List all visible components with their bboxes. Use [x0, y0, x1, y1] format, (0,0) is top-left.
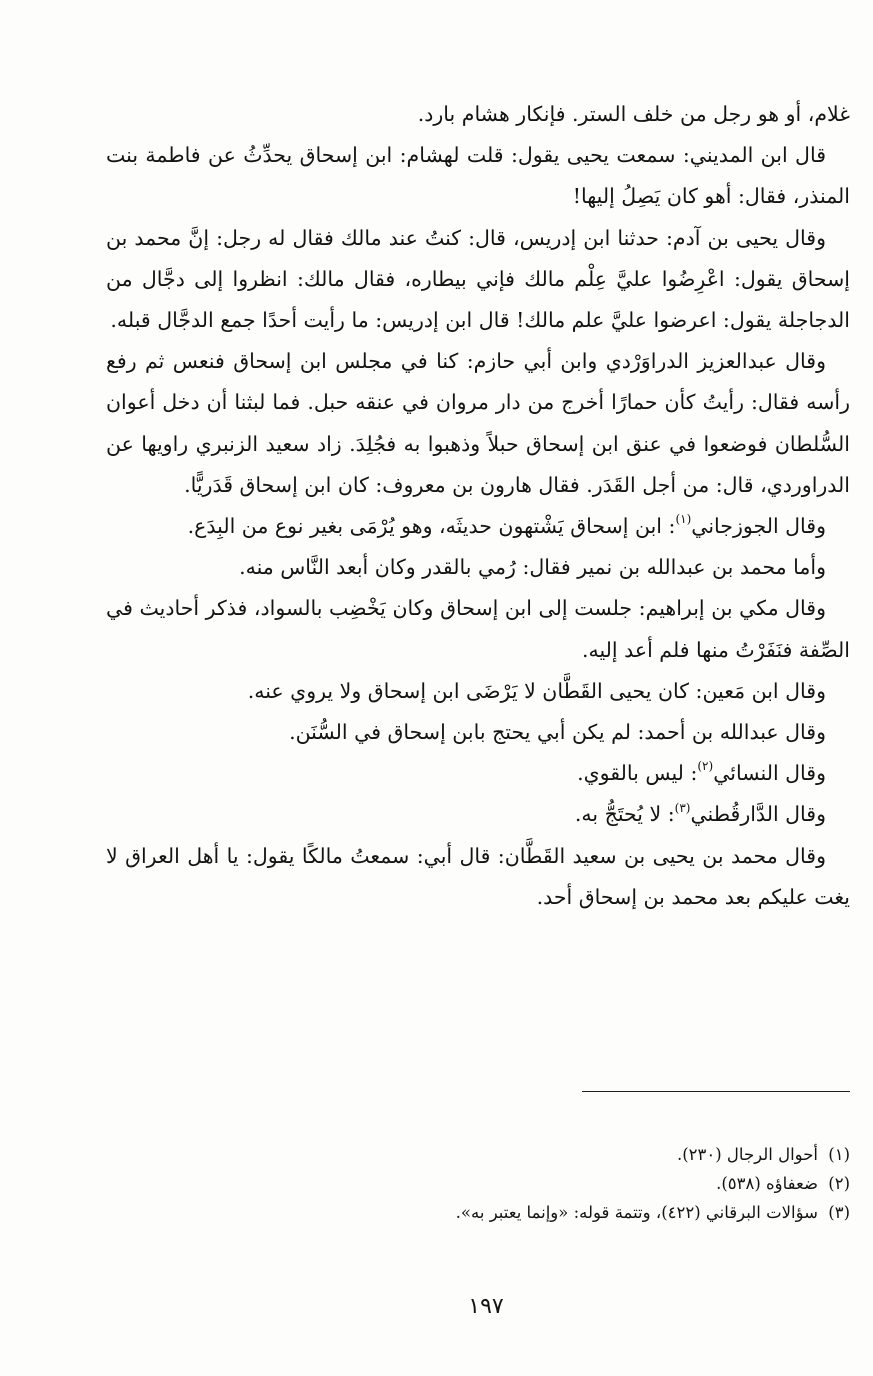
paragraph-3: وقال يحيى بن آدم: حدثنا ابن إدريس، قال: كنتُ عند مالك فقال له رجل: إنَّ محمد بن إسحاق يقول: اعْرِضُوا عليَّ عِلْم مالك فإني بيطاره، فقال مالك: انظروا إلى دجَّال من الدجاجلة يقول: اعرضوا عليَّ علم مالك! قال ابن إدريس: ما رأيت أحدًا جمع الدجَّال قبله.: [106, 225, 850, 333]
paragraph-9: وقال عبدالله بن أحمد: لم يكن أبي يحتج بابن إسحاق في السُّنَن.: [289, 720, 826, 745]
footnote-2: [300, 1169, 850, 1198]
paragraph-11: وقال الدَّارقُطني$^{(٣)}$: لا يُحتَجُّ به.: [574, 800, 826, 827]
paragraph-6: وأما محمد بن عبدالله بن نمير فقال: رُمي بالقدر وكان أبعد النَّاس منه.: [239, 555, 826, 580]
paragraph-10: وقال النسائي$^{(٢)}$: ليس بالقوي.: [577, 759, 826, 786]
footnote-number: (١): [828, 1145, 850, 1164]
paragraph-8: وقال ابن مَعين: كان يحيى القَطَّان لا يَرْضَى ابن إسحاق ولا يروي عنه.: [247, 678, 826, 703]
footnote-marker-2: (٢): [697, 759, 714, 774]
footnotes: [300, 1140, 850, 1227]
page-number: ١٩٧: [468, 1294, 504, 1319]
paragraph-1: غلام، أو هو رجل من خلف الستر. فإنكار هشام بارد.: [417, 102, 850, 126]
paragraph-4: وقال عبدالعزيز الدراوَرْدي وابن أبي حازم: كنا في مجلس ابن إسحاق فنعس ثم رفع رأسه فقال: رأيتُ كأن حمارًا أخرج من دار مروان في عنقه حبل. فما لبثنا أن دخل أعوان السُّلطان فوضعوا في عنق ابن إسحاق حبلاً وذهبوا به فجُلِدَ. زاد سعيد الزنبري راويها عن الدراوردي، قال: من أجل القَدَر. فقال هارون بن معروف: كان ابن إسحاق قَدَريًّا.: [106, 349, 850, 497]
footnote-marker-3: (٣): [674, 800, 691, 815]
footnote-text: سؤالات البرقاني (٤٢٢)، وتتمة قوله: «وإنما يعتبر به».: [455, 1203, 818, 1222]
footnote-number: (٢): [828, 1174, 850, 1193]
footnote-marker-1: (١): [675, 512, 692, 527]
footnote-divider: [582, 1091, 850, 1092]
footnote-text: ضعفاؤه (٥٣٨).: [716, 1174, 818, 1193]
paragraph-12: وقال محمد بن يحيى بن سعيد القَطَّان: قال أبي: سمعتُ مالكًا يقول: يا أهل العراق لا يغت عليكم بعد محمد بن إسحاق أحد.: [106, 843, 850, 909]
paragraph-5: وقال الجوزجاني$^{(١)}$: ابن إسحاق يَشْتهون حديثَه، وهو يُرْمَى بغير نوع من البِدَع.: [187, 512, 826, 539]
footnote-text: أحوال الرجال (٢٣٠).: [676, 1145, 818, 1164]
footnote-3: [300, 1198, 850, 1227]
footnote-1: [300, 1140, 850, 1169]
paragraph-2: قال ابن المديني: سمعت يحيى يقول: قلت لهشام: ابن إسحاق يحدِّثُ عن فاطمة بنت المنذر، فقال: أهو كان يَصِلُ إليها!: [106, 143, 850, 209]
main-text: [106, 94, 850, 918]
footnote-number: (٣): [828, 1203, 850, 1222]
paragraph-7: وقال مكي بن إبراهيم: جلست إلى ابن إسحاق وكان يَخْضِب بالسواد، فذكر أحاديث في الصِّفة فنَفَرْتُ منها فلم أعد إليه.: [106, 596, 850, 662]
